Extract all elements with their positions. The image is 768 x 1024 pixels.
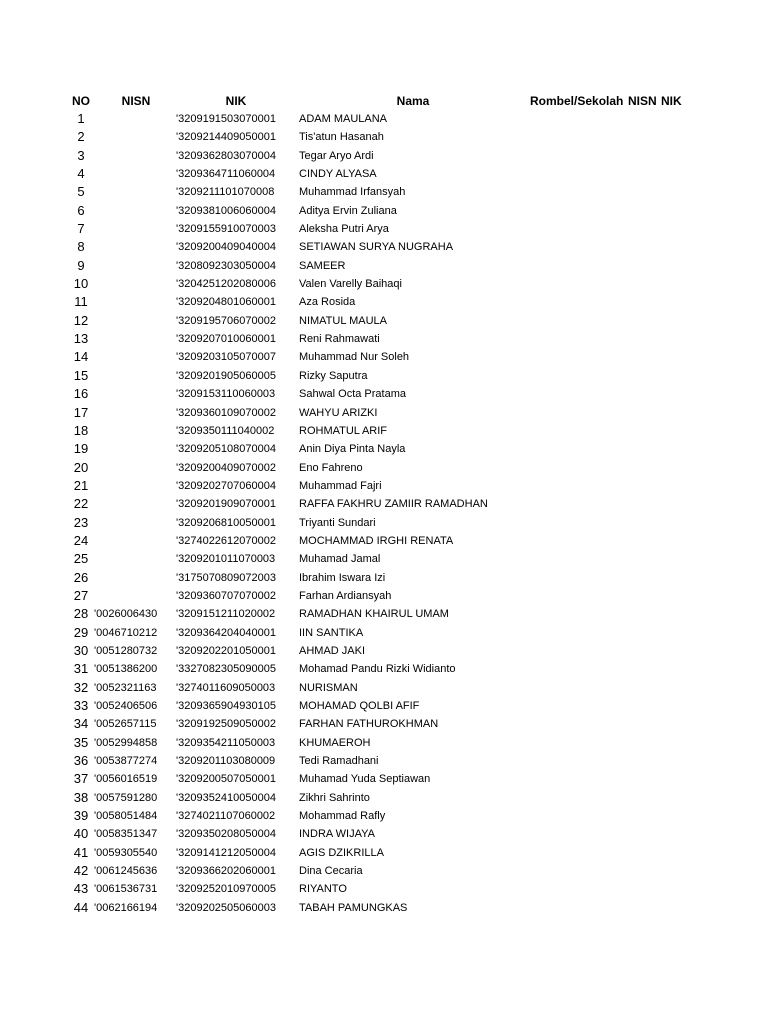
- row-no-cell: 21: [73, 477, 89, 493]
- table-row: [0, 165, 768, 183]
- row-nisn-cell: '0051280732: [94, 644, 158, 657]
- row-nama-cell: Sahwal Octa Pratama: [299, 388, 406, 401]
- student-table: [0, 92, 768, 917]
- row-nama-cell: Muhammad Fajri: [299, 479, 382, 492]
- row-nik-cell: '3209354211050003: [176, 736, 276, 749]
- row-nisn-cell: '0062166194: [94, 901, 158, 914]
- table-row: [0, 550, 768, 568]
- row-no-cell: 25: [73, 551, 89, 567]
- row-no-cell: 33: [73, 698, 89, 713]
- row-nik-cell: '3208092303050004: [176, 259, 276, 272]
- row-nama-cell: SAMEER: [299, 259, 346, 272]
- row-nama-cell: Rizky Saputra: [299, 369, 368, 382]
- row-no-cell: 36: [73, 753, 89, 769]
- row-nik-cell: '3274022612070002: [176, 534, 276, 547]
- row-nik-cell: '3209201011070003: [176, 553, 276, 566]
- header-nik: NIK: [225, 94, 247, 108]
- table-row: [0, 734, 768, 752]
- row-no-cell: 23: [73, 514, 89, 530]
- table-row: [0, 660, 768, 678]
- row-no-cell: 7: [77, 221, 85, 237]
- table-row: [0, 348, 768, 366]
- table-row: [0, 404, 768, 422]
- row-nama-cell: INDRA WIJAYA: [299, 828, 375, 841]
- table-row: [0, 514, 768, 532]
- row-nama-cell: Ibrahim Iswara Izi: [299, 571, 386, 584]
- row-nisn-cell: '0057591280: [94, 791, 158, 804]
- table-row: [0, 422, 768, 440]
- table-row: [0, 807, 768, 825]
- row-no-cell: 8: [77, 239, 85, 255]
- row-nama-cell: FARHAN FATHUROKHMAN: [299, 718, 439, 731]
- row-no-cell: 13: [73, 331, 89, 347]
- table-row: [0, 825, 768, 843]
- row-nama-cell: RAMADHAN KHAIRUL UMAM: [299, 608, 449, 621]
- row-nama-cell: Aleksha Putri Arya: [299, 223, 389, 236]
- row-nama-cell: NIMATUL MAULA: [299, 314, 388, 327]
- table-row: [0, 715, 768, 733]
- table-row: [0, 385, 768, 403]
- row-nama-cell: Tegar Aryo Ardi: [299, 149, 374, 162]
- row-no-cell: 35: [73, 734, 89, 750]
- row-nik-cell: '3209155910070003: [176, 223, 276, 236]
- row-nik-cell: '3209203105070007: [176, 351, 276, 364]
- row-nisn-cell: '0056016519: [94, 773, 158, 786]
- row-nik-cell: '3209211101070008: [176, 186, 275, 199]
- row-nama-cell: Muhamad Jamal: [299, 553, 381, 566]
- table-row: [0, 330, 768, 348]
- header-nama: Nama: [396, 94, 430, 108]
- table-row: [0, 477, 768, 495]
- row-no-cell: 41: [73, 844, 89, 860]
- row-nik-cell: '3209202201050001: [176, 644, 276, 657]
- row-no-cell: 14: [73, 349, 89, 365]
- row-nik-cell: '3209192509050002: [176, 718, 276, 731]
- row-nik-cell: '3209364711060004: [176, 168, 276, 181]
- row-no-cell: 40: [73, 826, 89, 842]
- row-nama-cell: Eno Fahreno: [299, 461, 363, 474]
- row-nik-cell: '3274011609050003: [176, 681, 276, 694]
- row-no-cell: 3: [77, 147, 85, 163]
- row-nik-cell: '3209360109070002: [176, 406, 276, 419]
- table-row: [0, 679, 768, 697]
- table-row: [0, 642, 768, 660]
- table-row: [0, 312, 768, 330]
- table-row: [0, 880, 768, 898]
- table-row: [0, 275, 768, 293]
- row-nama-cell: Muhammad Nur Soleh: [299, 351, 410, 364]
- row-nik-cell: '3209200409070002: [176, 461, 276, 474]
- row-nama-cell: Muhammad Irfansyah: [299, 186, 406, 199]
- row-nik-cell: '3209362803070004: [176, 149, 276, 162]
- row-no-cell: 24: [73, 532, 89, 548]
- row-nama-cell: ADAM MAULANA: [299, 113, 388, 125]
- table-body: [0, 110, 768, 917]
- row-nik-cell: '3209214409050001: [176, 131, 276, 144]
- row-no-cell: 32: [73, 679, 89, 695]
- row-nisn-cell: '0061536731: [94, 883, 158, 896]
- row-nik-cell: '3209151211020002: [176, 608, 276, 621]
- row-nik-cell: '3209252010970005: [176, 883, 276, 896]
- row-nisn-cell: '0052321163: [94, 681, 157, 694]
- table-row: [0, 495, 768, 513]
- table-row: [0, 624, 768, 642]
- row-nama-cell: MOHAMAD QOLBI AFIF: [299, 700, 420, 712]
- header-no: NO: [72, 94, 90, 108]
- row-no-cell: 31: [73, 661, 89, 677]
- row-nama-cell: Farhan Ardiansyah: [299, 589, 392, 602]
- row-nisn-cell: '0052657115: [94, 718, 157, 731]
- row-no-cell: 26: [73, 569, 89, 585]
- row-nama-cell: WAHYU ARIZKI: [299, 406, 378, 419]
- row-nik-cell: '3209195706070002: [176, 314, 276, 327]
- row-no-cell: 18: [73, 422, 89, 438]
- row-nama-cell: Zikhri Sahrinto: [299, 791, 370, 804]
- table-header-row: [0, 92, 768, 110]
- table-row: [0, 862, 768, 880]
- row-no-cell: 29: [73, 624, 89, 640]
- row-nisn-cell: '0058351347: [94, 828, 158, 841]
- row-nik-cell: '3209202505060003: [176, 901, 276, 914]
- row-nik-cell: '3209191503070001: [176, 113, 276, 125]
- row-nik-cell: '3274021107060002: [176, 810, 276, 823]
- table-row: [0, 789, 768, 807]
- row-no-cell: 34: [73, 716, 89, 732]
- row-nisn-cell: '0059305540: [94, 846, 158, 859]
- row-nama-cell: Mohamad Pandu Rizki Widianto: [299, 663, 456, 676]
- row-nik-cell: '3209200409040004: [176, 241, 276, 254]
- row-nik-cell: '3209207010060001: [176, 333, 276, 346]
- row-no-cell: 38: [73, 789, 89, 805]
- row-no-cell: 16: [73, 386, 89, 402]
- table-row: [0, 532, 768, 550]
- row-no-cell: 12: [73, 312, 89, 328]
- row-nama-cell: Tedi Ramadhani: [299, 755, 379, 768]
- header-nisn-2: NISN: [628, 94, 657, 108]
- row-nama-cell: ROHMATUL ARIF: [299, 424, 388, 437]
- table-row: [0, 257, 768, 275]
- table-row: [0, 569, 768, 587]
- row-nama-cell: Tis'atun Hasanah: [299, 131, 384, 144]
- row-nik-cell: '3209202707060004: [176, 479, 276, 492]
- row-nik-cell: '3209360707070002: [176, 589, 276, 602]
- row-nama-cell: AHMAD JAKI: [299, 644, 366, 657]
- table-row: [0, 844, 768, 862]
- row-no-cell: 1: [77, 111, 85, 126]
- table-row: [0, 752, 768, 770]
- table-row: [0, 367, 768, 385]
- table-row: [0, 293, 768, 311]
- header-rombel-sekolah: Rombel/Sekolah: [530, 94, 624, 108]
- row-nama-cell: NURISMAN: [299, 681, 358, 694]
- row-nik-cell: '3209352410050004: [176, 791, 276, 804]
- row-nik-cell: '3209204801060001: [176, 296, 276, 309]
- row-nama-cell: KHUMAEROH: [299, 736, 371, 749]
- row-nik-cell: '3209366202060001: [176, 865, 276, 878]
- row-nama-cell: Valen Varelly Baihaqi: [299, 278, 402, 291]
- row-no-cell: 28: [73, 606, 89, 622]
- table-row: [0, 202, 768, 220]
- row-no-cell: 11: [74, 294, 88, 310]
- row-nisn-cell: '0052994858: [94, 736, 158, 749]
- row-nama-cell: AGIS DZIKRILLA: [299, 846, 384, 859]
- row-no-cell: 5: [77, 184, 85, 200]
- table-row: [0, 605, 768, 623]
- row-nama-cell: CINDY ALYASA: [299, 168, 377, 181]
- row-no-cell: 15: [73, 367, 89, 383]
- row-nama-cell: SETIAWAN SURYA NUGRAHA: [299, 241, 454, 254]
- table-row: [0, 147, 768, 165]
- row-no-cell: 19: [73, 441, 89, 457]
- row-no-cell: 43: [73, 881, 89, 897]
- table-row: [0, 220, 768, 238]
- row-nik-cell: '3209153110060003: [176, 388, 276, 401]
- row-no-cell: 27: [73, 587, 89, 603]
- row-nik-cell: '3204251202080006: [176, 278, 276, 291]
- row-nik-cell: '3327082305090005: [176, 663, 276, 676]
- row-nama-cell: Aza Rosida: [299, 296, 356, 309]
- row-nama-cell: MOCHAMMAD IRGHI RENATA: [299, 534, 454, 547]
- row-nik-cell: '3209350208050004: [176, 828, 276, 841]
- row-nik-cell: '3209201103080009: [176, 755, 276, 768]
- row-nik-cell: '3209206810050001: [176, 516, 276, 529]
- row-nik-cell: '3209141212050004: [176, 846, 276, 859]
- row-no-cell: 39: [73, 808, 89, 824]
- row-nik-cell: '3209201905060005: [176, 369, 276, 382]
- table-row: [0, 899, 768, 917]
- header-nik-2: NIK: [661, 94, 682, 108]
- row-nik-cell: '3209381006060004: [176, 204, 276, 217]
- row-nama-cell: Reni Rahmawati: [299, 333, 380, 346]
- row-nama-cell: Triyanti Sundari: [299, 516, 376, 529]
- row-nik-cell: '3209200507050001: [176, 773, 276, 786]
- row-nama-cell: Aditya Ervin Zuliana: [299, 204, 397, 217]
- row-no-cell: 37: [73, 771, 89, 787]
- table-row: [0, 110, 768, 128]
- row-nik-cell: '3209201909070001: [176, 498, 276, 511]
- row-nama-cell: Muhamad Yuda Septiawan: [299, 773, 431, 786]
- row-no-cell: 42: [73, 863, 89, 879]
- row-no-cell: 17: [73, 404, 89, 420]
- row-nisn-cell: '0026006430: [94, 608, 158, 621]
- row-no-cell: 4: [77, 166, 85, 182]
- row-nama-cell: IIN SANTIKA: [299, 626, 364, 639]
- row-nisn-cell: '0046710212: [94, 626, 158, 639]
- row-no-cell: 2: [77, 129, 85, 145]
- table-row: [0, 770, 768, 788]
- row-nik-cell: '3209350111040002: [176, 424, 275, 437]
- row-nisn-cell: '0053877274: [94, 755, 158, 768]
- row-nama-cell: Anin Diya Pinta Nayla: [299, 443, 406, 456]
- row-no-cell: 6: [77, 202, 85, 218]
- table-row: [0, 238, 768, 256]
- table-row: [0, 128, 768, 146]
- header-nisn: NISN: [121, 94, 151, 108]
- row-nama-cell: RIYANTO: [299, 883, 347, 896]
- row-no-cell: 20: [73, 459, 89, 475]
- row-nik-cell: '3209365904930105: [176, 700, 276, 712]
- row-nama-cell: Mohammad Rafly: [299, 810, 386, 823]
- table-row: [0, 183, 768, 201]
- table-row: [0, 459, 768, 477]
- row-no-cell: 44: [73, 899, 89, 915]
- table-row: [0, 440, 768, 458]
- row-nama-cell: TABAH PAMUNGKAS: [299, 901, 408, 914]
- row-no-cell: 9: [77, 257, 85, 273]
- row-nik-cell: '3209205108070004: [176, 443, 276, 456]
- row-nisn-cell: '0051386200: [94, 663, 158, 676]
- row-nisn-cell: '0058051484: [94, 810, 158, 823]
- row-no-cell: 22: [73, 496, 89, 512]
- row-nama-cell: Dina Cecaria: [299, 865, 363, 878]
- row-nik-cell: '3175070809072003: [176, 571, 276, 584]
- row-nisn-cell: '0052406506: [94, 700, 158, 712]
- row-nik-cell: '3209364204040001: [176, 626, 276, 639]
- row-no-cell: 10: [73, 276, 89, 292]
- table-row: [0, 697, 768, 715]
- row-nama-cell: RAFFA FAKHRU ZAMIIR RAMADHAN: [299, 498, 488, 511]
- row-no-cell: 30: [73, 642, 89, 658]
- table-row: [0, 587, 768, 605]
- row-nisn-cell: '0061245636: [94, 865, 158, 878]
